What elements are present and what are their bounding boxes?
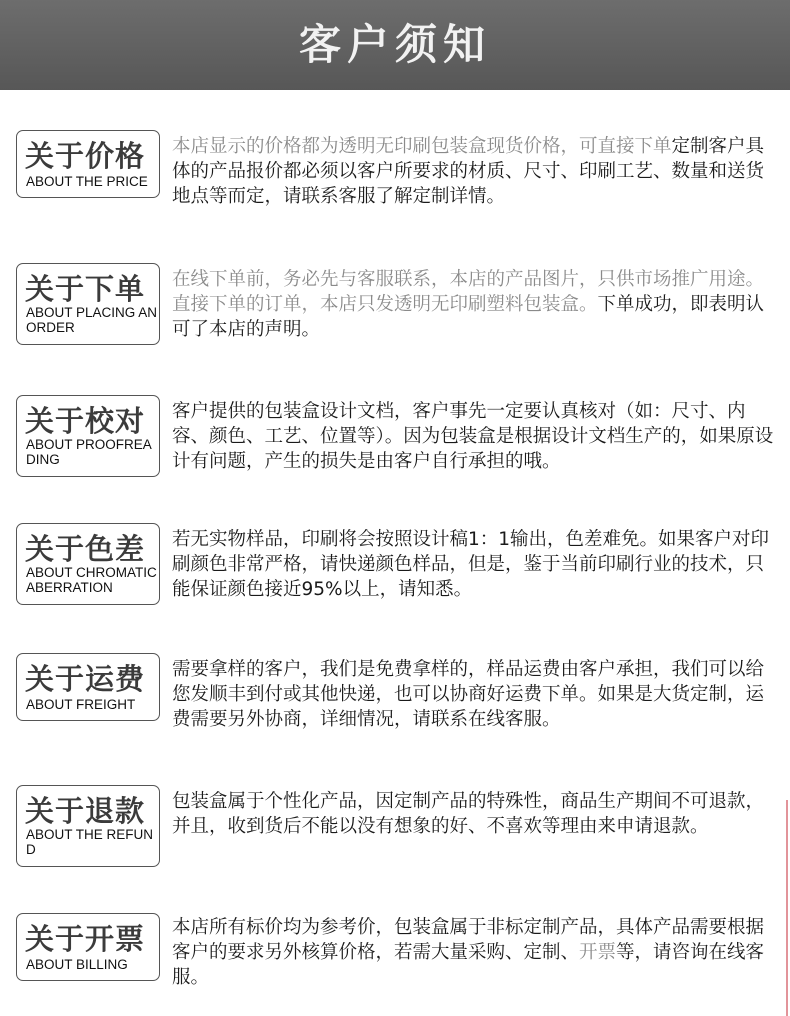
section-body-main: 定制客户具体的产品报价都必须以客户所要求的材质、尺寸、印刷工艺、数量和送货地点等而定，请联系客服了解定制详情。 xyxy=(172,136,765,207)
section-subtitle: ABOUT CHROMATIC ABERRATION xyxy=(26,565,157,595)
section-subtitle: ABOUT PLACING AN ORDER xyxy=(26,305,158,335)
section-title: 关于色差 xyxy=(25,532,146,566)
label-box-price xyxy=(16,130,160,198)
section-body-main: 下单成功，即表明认可了本店的声明。 xyxy=(172,294,765,340)
section-body: 若无实物样品，印刷将会按照设计稿1：1输出，色差难免。如果客户对印刷颜色非常严格，请快递颜色样品，但是，鉴于当前印刷行业的技术，只能保证颜色接近95%以上，请知悉。 xyxy=(172,529,770,600)
label-box-refund xyxy=(16,785,160,867)
section-title: 关于退款 xyxy=(25,794,146,828)
label-box-proofreading xyxy=(16,395,160,477)
section-body-highlight: 开票 xyxy=(579,942,617,963)
section-subtitle: ABOUT PROOFREADING xyxy=(26,437,152,467)
label-box-order xyxy=(16,263,160,345)
section-title: 关于价格 xyxy=(25,139,146,173)
section-body xyxy=(172,134,778,209)
section-body: 包装盒属于个性化产品，因定制产品的特殊性，商品生产期间不可退款，并且，收到货后不能以没有想象的好、不喜欢等理由来申请退款。 xyxy=(172,791,765,837)
section-subtitle: ABOUT FREIGHT xyxy=(26,697,136,712)
section-body-muted: 本店显示的价格都为透明无印刷包装盒现货价格，可直接下单 xyxy=(172,136,672,157)
label-box-freight xyxy=(16,653,160,721)
section-body-muted: 在线下单前，务必先与客服联系，本店的产品图片，只供市场推广用途。直接下单的订单，本店只发透明无印刷塑料包装盒。 xyxy=(172,269,765,315)
section-subtitle: ABOUT THE PRICE xyxy=(26,174,148,189)
section-body: 客户提供的包装盒设计文档，客户事先一定要认真核对（如：尺寸、内容、颜色、工艺、位置等）。因为包装盒是根据设计文档生产的，如果原设计有问题，产生的损失是由客户自行承担的哦。 xyxy=(172,401,774,472)
section-body xyxy=(172,267,778,342)
section-body-main: 本店所有标价均为参考价，包装盒属于非标定制产品，具体产品需要根据客户的要求另外核算价格，若需大量采购、定制、 xyxy=(172,917,765,963)
label-box-billing xyxy=(16,913,160,981)
section-body: 需要拿样的客户，我们是免费拿样的，样品运费由客户承担，我们可以给您发顺丰到付或其他快递，也可以协商好运费下单。如果是大货定制，运费需要另外协商，详细情况，请联系在线客服。 xyxy=(172,659,765,730)
section-subtitle: ABOUT BILLING xyxy=(26,957,128,972)
section-body-tail: 等，请咨询在线客服。 xyxy=(172,942,765,988)
section-title: 关于下单 xyxy=(25,272,146,306)
edge-divider xyxy=(786,800,788,1016)
section-title: 关于开票 xyxy=(25,922,146,956)
section-subtitle: ABOUT THE REFUND xyxy=(26,827,154,857)
label-box-chromatic xyxy=(16,523,160,605)
section-body xyxy=(172,915,778,990)
section-title: 关于校对 xyxy=(25,404,146,438)
section-title: 关于运费 xyxy=(25,662,146,696)
page-title: 客户须知 xyxy=(298,20,491,69)
